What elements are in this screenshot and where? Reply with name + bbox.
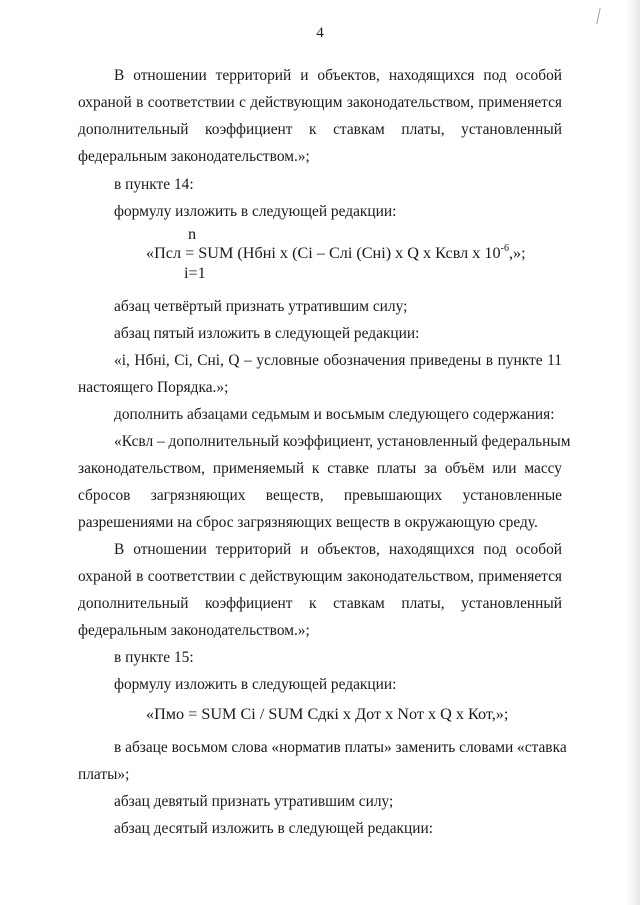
paragraph-line: «i, Нбнi, Сi, Снi, Q – условные обозначения приведены в пункте 11 <box>114 352 562 369</box>
paragraph-line: В отношении территорий и объектов, находящихся под особой <box>114 541 562 558</box>
paragraph-line: сбросов загрязняющих веществ, превышающих установленные <box>78 487 562 504</box>
formula-psl-exponent: -6 <box>500 243 509 254</box>
paragraph-line: абзац пятый изложить в следующей редакции: <box>114 325 420 342</box>
paragraph-line: федеральным законодательством.»; <box>78 622 310 639</box>
paragraph-line: федеральным законодательством.»; <box>78 148 310 165</box>
paragraph-line: дополнить абзацами седьмым и восьмым следующего содержания: <box>114 406 555 423</box>
paragraph-line: охраной в соответствии с действующим законодательством, применяется <box>78 94 562 111</box>
formula-upper-limit: n <box>188 225 197 243</box>
paragraph-line: в абзаце восьмом слова «норматив платы» заменить словами «ставка <box>114 739 567 756</box>
paragraph-line: абзац четвёртый признать утратившим силу; <box>114 298 408 315</box>
formula-psl-tail: ,»; <box>508 244 526 262</box>
paragraph-line: формулу изложить в следующей редакции: <box>114 203 397 220</box>
formula-psl <box>146 243 526 263</box>
scan-edge-shadow <box>626 0 640 905</box>
paragraph-line: в пункте 14: <box>114 176 194 193</box>
paragraph-line: «Ксвл – дополнительный коэффициент, установленный федеральным <box>114 433 571 450</box>
paragraph-line: охраной в соответствии с действующим законодательством, применяется <box>78 568 562 585</box>
paragraph-line: абзац десятый изложить в следующей редакции: <box>114 820 434 837</box>
paragraph-line: настоящего Порядка.»; <box>78 379 229 396</box>
paragraph-line: платы»; <box>78 766 130 783</box>
paragraph-line: законодательством, применяемый к ставке платы за объём или массу <box>78 460 562 477</box>
paragraph-line: разрешениями на сброс загрязняющих веществ в окружающую среду. <box>78 514 538 531</box>
scan-mark <box>596 8 600 24</box>
paragraph-line: формулу изложить в следующей редакции: <box>114 676 397 693</box>
paragraph-line: дополнительный коэффициент к ставкам платы, установленный <box>78 121 562 138</box>
paragraph-line: в пункте 15: <box>114 649 194 666</box>
paragraph-line: абзац девятый признать утратившим силу; <box>114 793 394 810</box>
formula-pmo: «Пмо = SUM Сi / SUM Сдкi х Дот х Nот х Q х Кот,»; <box>146 705 509 723</box>
page-number: 4 <box>316 25 324 41</box>
formula-psl-main: «Псл = SUM (Нбнi х (Сi – Cлi (Снi) х Q х Ксвл х 10 <box>146 244 501 262</box>
paragraph-line: дополнительный коэффициент к ставкам платы, установленный <box>78 595 562 612</box>
formula-lower-limit: i=1 <box>184 264 206 282</box>
paragraph-line: В отношении территорий и объектов, находящихся под особой <box>114 67 562 84</box>
